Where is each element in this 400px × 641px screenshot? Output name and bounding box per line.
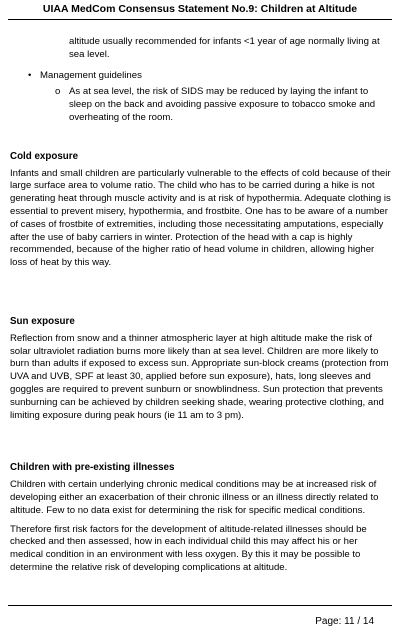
section-heading-illness: Children with pre-existing illnesses	[10, 462, 175, 474]
page-header-title: UIAA MedCom Consensus Statement No.9: Children at Altitude	[42, 3, 358, 15]
sub-list-item-text: As at sea level, the risk of SIDS may be reduced by laying the infant to sleep on the back and avoiding passive exposure to tobacco smoke and overheating of the room.	[69, 86, 376, 123]
page-body	[10, 36, 392, 575]
section-sun-exposure	[10, 316, 392, 422]
sub-bullet-icon: o	[55, 86, 61, 98]
section-heading-cold: Cold exposure	[10, 150, 79, 162]
sub-list-item	[55, 86, 392, 124]
footer-divider	[8, 605, 392, 606]
bullet-icon: •	[28, 69, 32, 81]
section-body-sun: Reflection from snow and a thinner atmospheric layer at high altitude make the risk of solar ultraviolet radiation burns more likely than at sea level. Children are more likely to burn than adults if exposed to excess sun. Appropriate sun-block creams (protection from UVA and UVB, SPF at least 30, applied before sun exposure), hats, long sleeves and goggles are required to prevent sunburn or snowblindness. Sun protection that prevents sunburning can be achieved by children seeking shade, wearing protective clothing, and limiting exposure during peak hours (ie 11 am to 3 pm).	[10, 332, 389, 421]
section-cold-exposure	[10, 151, 392, 270]
section-body-illness-1: Children with certain underlying chronic medical conditions may be at increased risk of developing either an exacerbation of their chronic illness or an illness directly related to altitude. Few to no data exist for determining the risk for specific medical conditions.	[10, 479, 379, 516]
continued-paragraph: altitude usually recommended for infants <1 year of age normally living at sea level.	[69, 36, 380, 60]
section-pre-existing-illnesses	[10, 462, 392, 574]
section-body-cold: Infants and small children are particularly vulnerable to the effects of cold because of their large surface area to volume ratio. The child who has to be carried during a hike is not generating heat through muscle activity and is at risk of hypothermia. Adequate clothing is essential to prevent misery, hypothermia, and frostbite. One has to be aware of a number of cases of frostbite of extremities, including those necessitating amputations, especially after the use of baby carriers in winter. Protection of the head with a cap is highly recommended, because of the higher ratio of head volume in children, allowing higher loss of heat by this way.	[10, 167, 391, 269]
section-heading-sun: Sun exposure	[10, 315, 75, 327]
list-item-label: Management guidelines	[40, 69, 142, 81]
list-item-management-guidelines	[28, 69, 392, 83]
header-divider	[8, 19, 392, 20]
page-number: Page: 11 / 14	[315, 616, 374, 627]
section-body-illness-2: Therefore first risk factors for the development of altitude-related illnesses should be checked and then assessed, how in each individual child this may affect his or her medical condition in an environment with less oxygen. By this it may be possible to determine the relative risk of developing complications at altitude.	[10, 523, 367, 573]
